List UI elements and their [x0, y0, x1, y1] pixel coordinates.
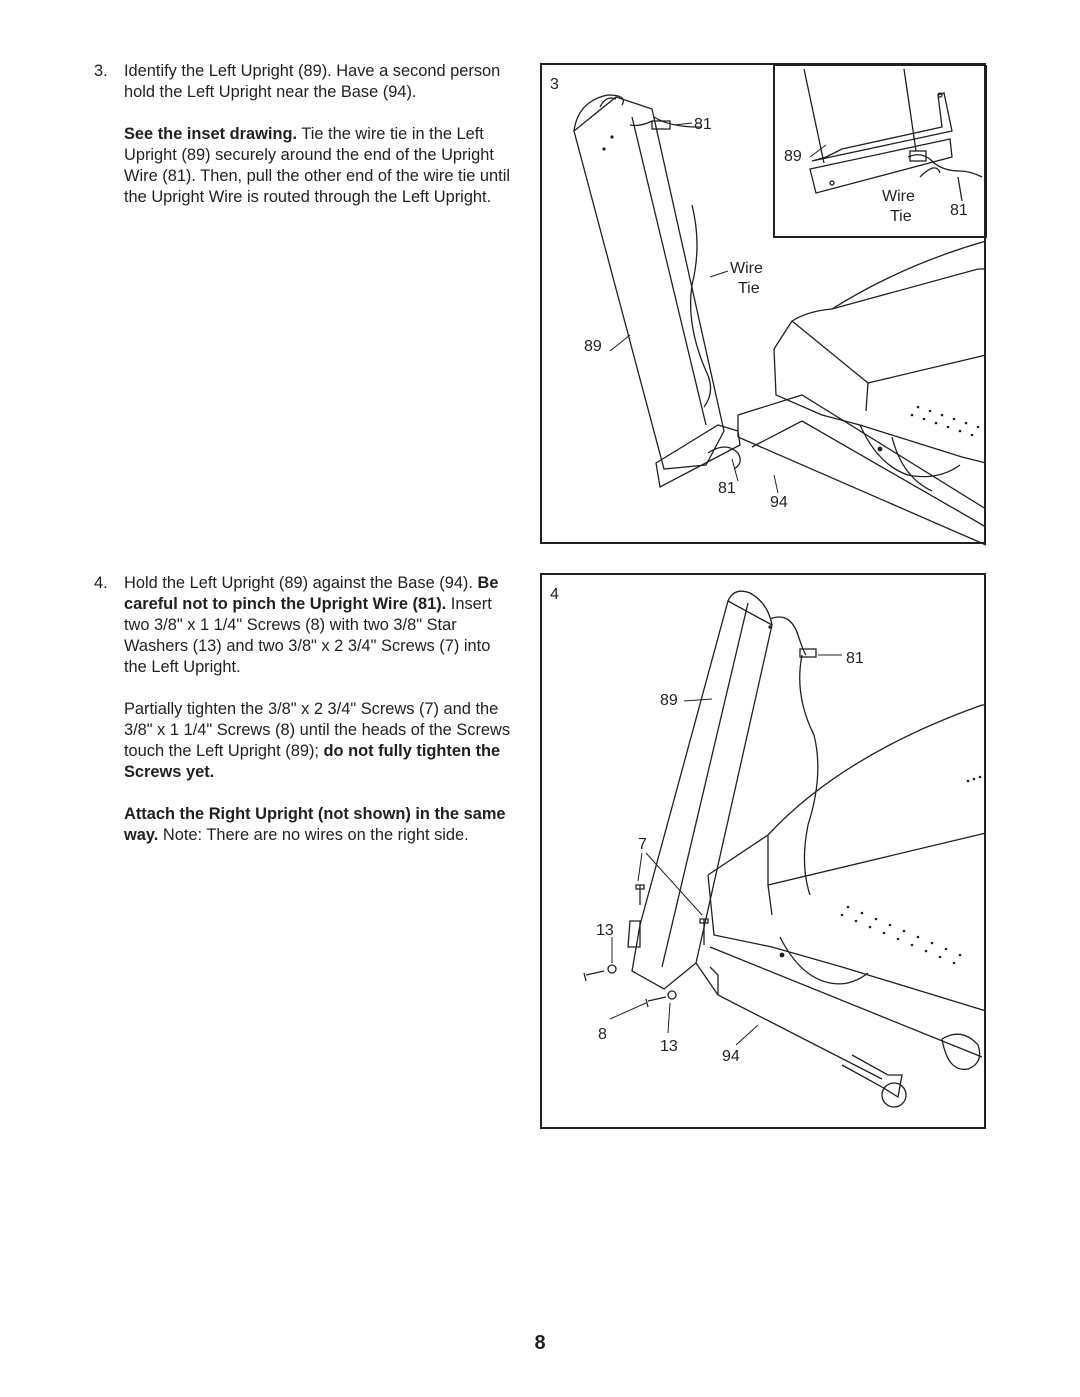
wire-routed [800, 655, 818, 895]
callout-tie-inset: Tie [890, 208, 912, 225]
step-4-number: 4. [94, 574, 108, 592]
step-4-warning: Be careful not to pinch the Upright Wire (81). [124, 574, 499, 613]
upright-wire [630, 117, 702, 127]
hood-base [774, 349, 986, 463]
step-4-right-upright-note: Attach the Right Upright (not shown) in the same way. [124, 805, 506, 844]
leader-94 [774, 475, 778, 493]
upright-bracket [656, 425, 740, 487]
step-4-paragraph-2 [124, 699, 514, 783]
roller [860, 425, 960, 477]
callout-wire-main: Wire [730, 260, 763, 277]
motor-hood-top [708, 705, 986, 875]
step-4-text-b: Insert two 3/8" x 1 1/4" Screws (8) with two 3/8" Star Washers (13) and two 3/8" x 2 3/4" Screws (7) into the Left Upright. [124, 595, 492, 676]
step-3-emphasis: See the inset drawing. [124, 125, 298, 143]
left-upright [574, 97, 724, 469]
step-4-text-a: Hold the Left Upright (89) against the Base (94). [124, 574, 478, 592]
leader-13-bottom [668, 1003, 670, 1033]
leader-94 [736, 1025, 758, 1045]
rear-endcap [942, 1034, 980, 1069]
base-wire [708, 447, 740, 469]
figure-3-label: 3 [550, 76, 559, 93]
step-4-paragraph-1 [124, 573, 514, 678]
step-4 [94, 573, 514, 846]
callout-94: 94 [770, 494, 788, 511]
callout-81: 81 [846, 650, 864, 667]
callout-81-inset: 81 [950, 202, 968, 219]
hood-edge [792, 321, 986, 411]
screw-8-top [584, 971, 604, 981]
motor-hood [774, 269, 986, 349]
step-3 [94, 61, 514, 208]
callout-89-main: 89 [584, 338, 602, 355]
step-3-instructions: Tie the wire tie in the Left Upright (89) securely around the end of the Upright Wire (81). Then, pull the other end of the wire tie until the Upright Wire is routed through the Left Upright. [124, 125, 510, 206]
upright-top [728, 591, 772, 625]
callout-89-inset: 89 [784, 148, 802, 165]
callout-94: 94 [722, 1048, 740, 1065]
leader-8 [610, 1003, 646, 1019]
leader-7 [638, 853, 702, 915]
washer-13-bottom [668, 991, 676, 999]
wire-tie [691, 205, 711, 407]
step-4-tighten-warning: do not fully tighten the Screws yet. [124, 742, 501, 781]
figure-3 [540, 63, 986, 544]
callout-wire-inset: Wire [882, 188, 915, 205]
leader-89 [610, 335, 630, 351]
figure-4 [540, 573, 986, 1129]
leader-81-top [674, 123, 692, 125]
callout-89: 89 [660, 692, 678, 709]
callout-13-top: 13 [596, 922, 614, 939]
inset-hole [830, 181, 834, 185]
step-4-note-text: Note: There are no wires on the right side. [158, 826, 469, 844]
callout-8: 8 [598, 1026, 607, 1043]
leader-wire-tie [710, 271, 728, 277]
step-4-tighten-text: Partially tighten the 3/8" x 2 3/4" Screws (7) and the 3/8" x 1 1/4" Screws (8) until the heads of the Screws touch the Left Upright (89); [124, 700, 511, 760]
figure-3-drawing [542, 65, 988, 546]
callout-81-bottom: 81 [718, 480, 736, 497]
callout-13-bottom: 13 [660, 1038, 678, 1055]
hood-edge [768, 833, 986, 915]
callout-7: 7 [638, 836, 647, 853]
figure-4-label: 4 [550, 586, 559, 603]
callout-81-top: 81 [694, 116, 712, 133]
figure-4-drawing [542, 575, 988, 1131]
page-number: 8 [534, 1332, 546, 1354]
inset-bracket [812, 93, 952, 161]
base-frame [738, 395, 986, 545]
step-3-paragraph-1: Identify the Left Upright (89). Have a second person hold the Left Upright near the Base (94). [124, 62, 501, 101]
leader-89-inset [810, 145, 826, 157]
motor-hood-bottom [708, 875, 986, 1011]
screw-7-left [636, 885, 644, 905]
screw-8-bottom [646, 997, 666, 1007]
step-3-number: 3. [94, 62, 108, 80]
roller [780, 937, 868, 984]
leader-81-bottom [732, 459, 738, 481]
base-foot [842, 1055, 902, 1097]
callout-tie-main: Tie [738, 280, 760, 297]
leader-89 [684, 699, 712, 701]
inset-leaders [920, 168, 962, 201]
base-rail [710, 947, 982, 1057]
step-3-paragraph-2 [124, 124, 514, 208]
step-4-paragraph-3 [124, 804, 514, 846]
upright-edge [662, 603, 748, 967]
washer-13-top [608, 965, 616, 973]
hood-top [832, 241, 986, 309]
